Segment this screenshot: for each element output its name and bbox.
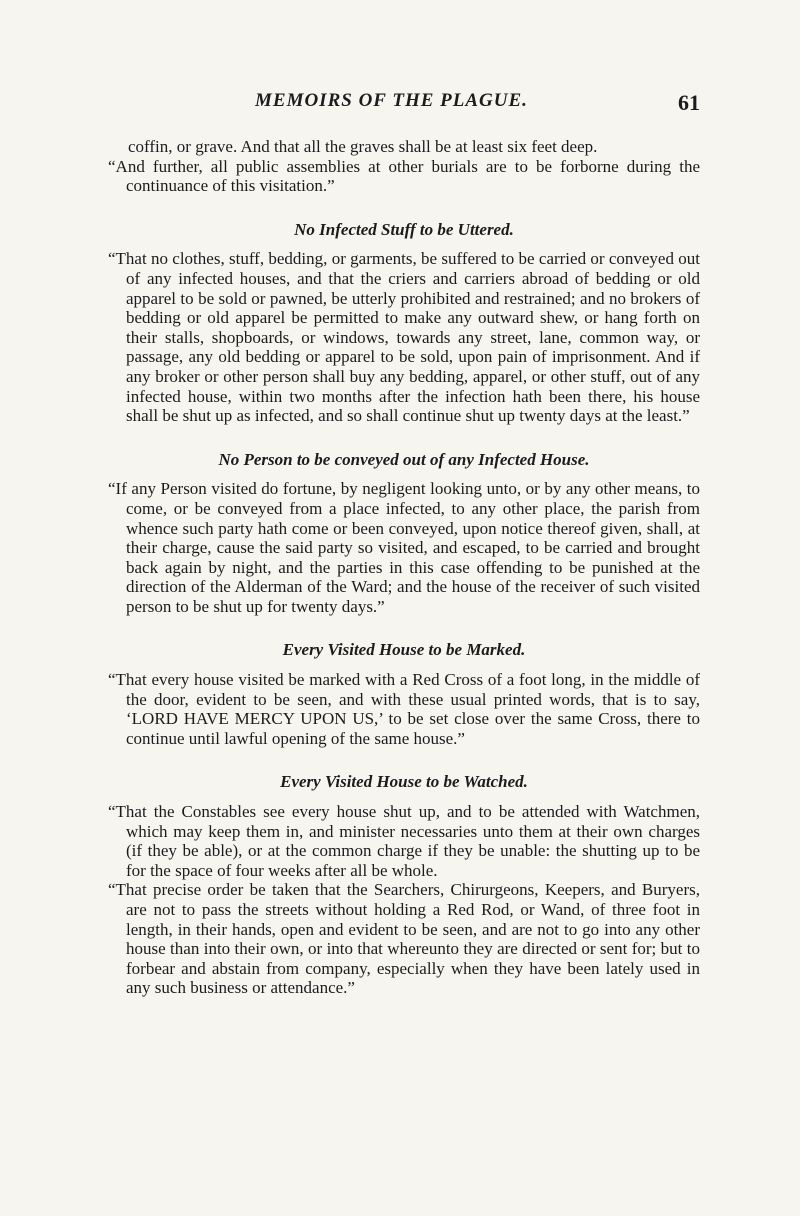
page-number: 61: [678, 90, 700, 115]
paragraph: “That no clothes, stuff, bedding, or garments, be suffered to be carried or conveyed out of any infected houses, and that the criers and carriers abroad of bedding or old apparel to be sold or pawned, be utterly prohibited and restrained; and no brokers of bedding or old apparel be permitted to make any outward shew, or hang forth on their stalls, shopboards, or windows, towards any street, lane, common way, or passage, any old bedding or apparel to be sold, upon pain of imprisonment. And if any broker or other person shall buy any bedding, apparel, or other stuff, out of any infected house, within two months after the infection hath been there, his house shall be shut up as infected, and so shall continue shut up twenty days at the least.”: [108, 249, 700, 426]
section-heading: Every Visited House to be Watched.: [280, 772, 528, 792]
section-heading: No Person to be conveyed out of any Infected House.: [218, 449, 590, 469]
page-header: [110, 90, 700, 120]
paragraph: “If any Person visited do fortune, by negligent looking unto, or by any other means, to come, or be conveyed from a place infected, to any other place, the parish from whence such party hath come or been conveyed, upon notice thereof given, shall, at their charge, cause the said party so visited, and escaped, to be carried and brought back again by night, and the parties in this case offending to be punished at the direction of the Alderman of the Ward; and the house of the receiver of such visited person to be shut up for twenty days.”: [108, 479, 700, 616]
section-heading: No Infected Stuff to be Uttered.: [294, 219, 514, 239]
paragraph: “That the Constables see every house shut up, and to be attended with Watchmen, which may keep them in, and minister necessaries unto them at their own charges (if they be able), or at the common charge if they be unable: the shutting up to be for the space of four weeks after all be whole.: [108, 802, 700, 880]
paragraph: “That precise order be taken that the Searchers, Chirurgeons, Keepers, and Buryers, are not to pass the streets without holding a Red Rod, or Wand, of three foot in length, in their hands, open and evident to be seen, and are not to go into any other house than into their own, or into that whereunto they are directed or sent for; but to forbear and abstain from company, especially when they have been lately used in any such business or attendance.”: [108, 880, 700, 998]
paragraph: coffin, or grave. And that all the graves shall be at least six feet deep.: [128, 137, 598, 156]
paragraph: “And further, all public assemblies at other burials are to be forborne during the continuance of this visitation.”: [108, 156, 700, 196]
page-body: [108, 137, 700, 998]
section-heading: Every Visited House to be Marked.: [282, 640, 526, 660]
running-head: MEMOIRS OF THE PLAGUE.: [255, 90, 528, 111]
paragraph: “That every house visited be marked with a Red Cross of a foot long, in the middle of the door, evident to be seen, and with these usual printed words, that is to say, ‘LORD HAVE MERCY UPON US,’ to be set close over the same Cross, there to continue until lawful opening of the same house.”: [108, 670, 700, 748]
